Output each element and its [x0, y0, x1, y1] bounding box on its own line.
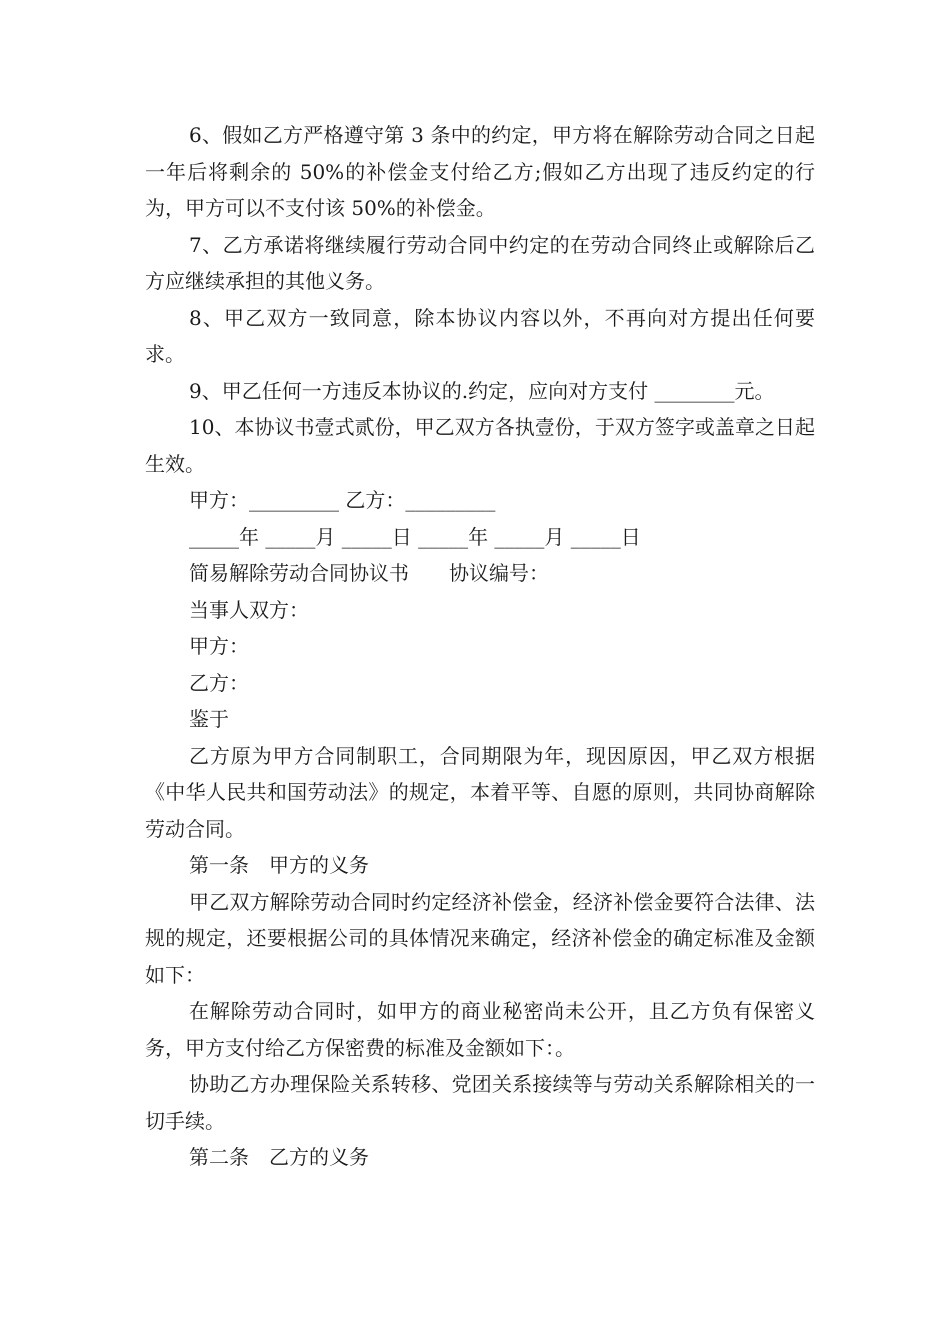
date-line: _____年 _____月 _____日 _____年 _____月 _____日 [189, 524, 641, 549]
signature-line: 甲方：_________ 乙方：_________ [189, 488, 496, 512]
clause-9: 9、甲乙任何一方违反本协议的.约定，应向对方支付 ________元。 [189, 378, 775, 403]
clause-7: 7、乙方承诺将继续履行劳动合同中约定的在劳动合同终止或解除后乙方应继续承担的其他义务。 [145, 232, 815, 293]
whereas-label: 鉴于 [189, 707, 229, 731]
clause-10: 10、本协议书壹式贰份，甲乙双方各执壹份，于双方签字或盖章之日起生效。 [145, 415, 815, 476]
second-agreement-title: 简易解除劳动合同协议书 协议编号： [189, 561, 549, 585]
article-2-heading: 第二条 乙方的义务 [189, 1145, 369, 1169]
clause-6: 6、假如乙方严格遵守第 3 条中的约定，甲方将在解除劳动合同之日起一年后将剩余的 50%的补偿金支付给乙方;假如乙方出现了违反约定的行为，甲方可以不支付该 50%的补偿金。 [145, 123, 815, 220]
recital-paragraph: 乙方原为甲方合同制职工，合同期限为年，现因原因，甲乙双方根据《中华人民共和国劳动法》的规定，本着平等、自愿的原则，共同协商解除劳动合同。 [145, 743, 815, 841]
article-1-paragraph: 甲乙双方解除劳动合同时约定经济补偿金，经济补偿金要符合法律、法规的规定，还要根据公司的具体情况来确定，经济补偿金的确定标准及金额如下： [145, 889, 815, 987]
article-1-heading: 第一条 甲方的义务 [189, 853, 369, 877]
parties-label: 当事人双方： [189, 597, 309, 622]
clause-8: 8、甲乙双方一致同意，除本协议内容以外，不再向对方提出任何要求。 [145, 305, 815, 366]
party-b-label: 乙方： [189, 670, 249, 695]
document-body [145, 117, 815, 1176]
article-1-paragraph: 在解除劳动合同时，如甲方的商业秘密尚未公开，且乙方负有保密义务，甲方支付给乙方保密费的标准及金额如下：。 [145, 999, 815, 1060]
article-1-paragraph: 协助乙方办理保险关系转移、党团关系接续等与劳动关系解除相关的一切手续。 [145, 1072, 815, 1133]
party-a-label: 甲方： [189, 634, 249, 658]
